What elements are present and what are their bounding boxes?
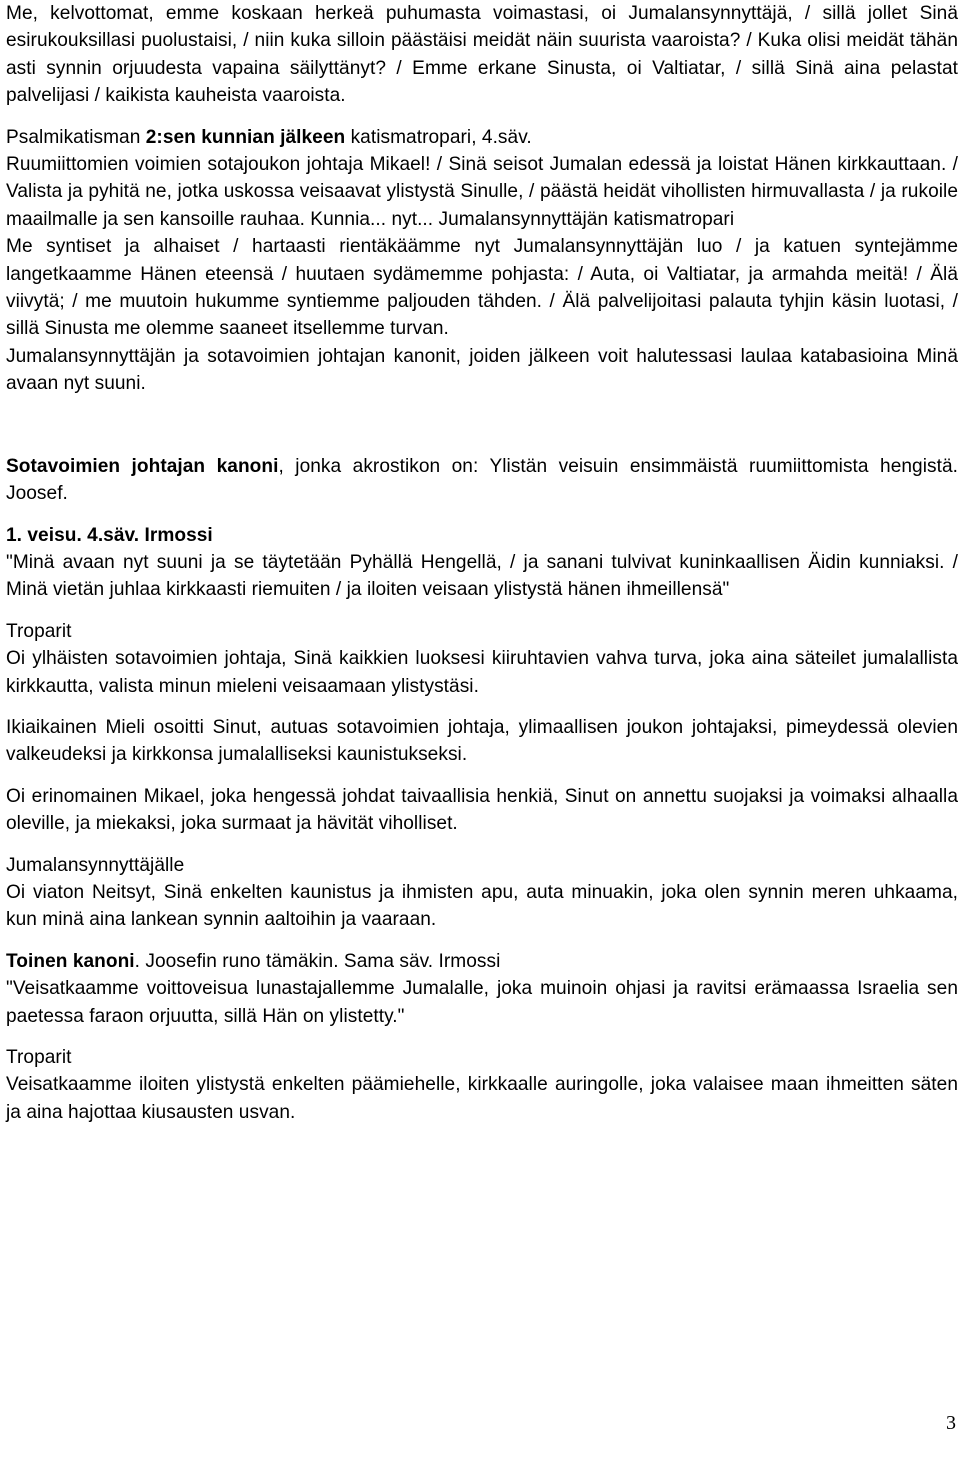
spacer xyxy=(6,604,958,618)
spacer xyxy=(6,508,958,522)
tropar1-label: Troparit xyxy=(6,620,72,642)
theotokion1: Oi viaton Neitsyt, Sinä enkelten kaunistus ja ihmisten apu, auta minuakin, joka olen synnin meren uhkaama, kun minä aina lankean synnin aaltoihin ja vaaraan. xyxy=(6,881,958,931)
canon2-heading-rest: . Joosefin runo tämäkin. Sama säv. Irmossi xyxy=(134,950,501,972)
katisma-heading-prefix: Psalmikatisman xyxy=(6,126,146,148)
tropar2-label: Troparit xyxy=(6,1047,72,1068)
spacer xyxy=(6,934,958,948)
spacer xyxy=(6,838,958,852)
canon1-heading xyxy=(6,453,958,508)
katisma-theotokion: Me syntiset ja alhaiset / hartaasti rientäkäämme nyt Jumalansynnyttäjän luo / ja katuen syntejämme langetkaamme Hänen eteensä / huutaen sydämemme pohjasta: / Auta, oi Valtiatar, ja armahda meitä! / Älä viivytä; / me muutoin hukumme syntiemme paljouden tähden. / Älä palvelijoitasi palauta tyhjin käsin luotasi, / sillä Sinusta me olemme saaneet itsellemme turvan. xyxy=(6,236,958,340)
tropar1-c: Oi erinomainen Mikael, joka hengessä johdat taivaallisia henkiä, Sinut on annettu suojaksi ja voimaksi alhaalla oleville, ja miekaksi, joka surmaat ja hävität viholliset. xyxy=(6,785,958,835)
spacer xyxy=(6,398,958,453)
intro-paragraph: Me, kelvottomat, emme koskaan herkeä puhumasta voimastasi, oi Jumalansynnyttäjä, / sillä jollet Sinä esirukouksillasi puolustaisi, / niin kuka silloin päästäisi meidät näin suurista vaaroista? / Kuka olisi meidät tähän asti synnin orjuudesta vapaina säilyttänyt? / Emme erkane Sinusta, oi Valtiatar, / sillä Sinä aina pelastat palvelijasi / kaikista kauheista vaaroista. xyxy=(6,3,958,107)
spacer xyxy=(6,110,958,124)
canon1-heading-bold: Sotavoimien johtajan kanoni xyxy=(6,455,279,477)
ode1-heading: 1. veisu. 4.säv. Irmossi xyxy=(6,524,213,546)
page-number: 3 xyxy=(946,1412,956,1434)
katisma-heading-suffix: katismatropari, 4.säv. xyxy=(345,126,532,148)
canon2-heading xyxy=(6,948,958,975)
canons-note: Jumalansynnyttäjän ja sotavoimien johtajan kanonit, joiden jälkeen voit halutessasi laulaa katabasioina Minä avaan nyt suuni. xyxy=(6,345,958,395)
spacer xyxy=(6,700,958,714)
tropar2-a: Veisatkaamme iloiten ylistystä enkelten päämiehelle, kirkkaalle auringolle, joka valaisee maan ihmeitten säten ja aina hajottaa kiusausten usvan. xyxy=(6,1074,958,1123)
katisma-troparion: Ruumiittomien voimien sotajoukon johtaja Mikael! / Sinä seisot Jumalan edessä ja loistat Hänen kirkkauttaan. / Valista ja pyhitä ne, jotka uskossa veisaavat ylistystä Sinulle, / päästä heidät vihollisten hirmuvallasta / ja rukoile maailmalle ja sen kansoille rauhaa. Kunnia... nyt... Jumalansynnyttäjän katismatropari xyxy=(6,154,958,230)
irmos1: "Minä avaan nyt suuni ja se täytetään Pyhällä Hengellä, / ja sanani tulvivat kuninkaallisen Äidin kunniaksi. / Minä vietän juhlaa kirkkaasti riemuiten / ja iloiten veisaan ylistystä hänen ihmeillensä" xyxy=(6,551,958,601)
katisma-heading xyxy=(6,124,958,151)
irmos2: "Veisatkaamme voittoveisua lunastajallemme Jumalalle, joka muinoin ohjasi ja ravitsi erämaassa Israelia sen paetessa faraon orjuutta, sillä Hän on ylistetty." xyxy=(6,978,958,1027)
spacer xyxy=(6,769,958,783)
tropar1-b: Ikiaikainen Mieli osoitti Sinut, autuas sotavoimien johtaja, ylimaallisen joukon johtajaksi, pimeydessä olevien valkeudeksi ja kirkkonsa jumalalliseksi kaunistukseksi. xyxy=(6,716,958,766)
tropar1-a: Oi ylhäisten sotavoimien johtaja, Sinä kaikkien luoksesi kiiruhtavien vahva turva, joka aina säteilet jumalallista kirkkautta, valista minun mieleni veisaamaan ylistystäsi. xyxy=(6,648,958,697)
katisma-heading-bold: 2:sen kunnian jälkeen xyxy=(145,126,346,148)
spacer xyxy=(6,1030,958,1044)
canon1-heading-rest: , jonka akrostikon on: Ylistän veisuin ensimmäistä ruumiittomista hengistä. Joosef. xyxy=(6,455,958,505)
document-page xyxy=(6,0,958,1126)
theotokion1-label: Jumalansynnyttäjälle xyxy=(6,854,185,876)
canon2-heading-bold: Toinen kanoni xyxy=(6,950,135,972)
